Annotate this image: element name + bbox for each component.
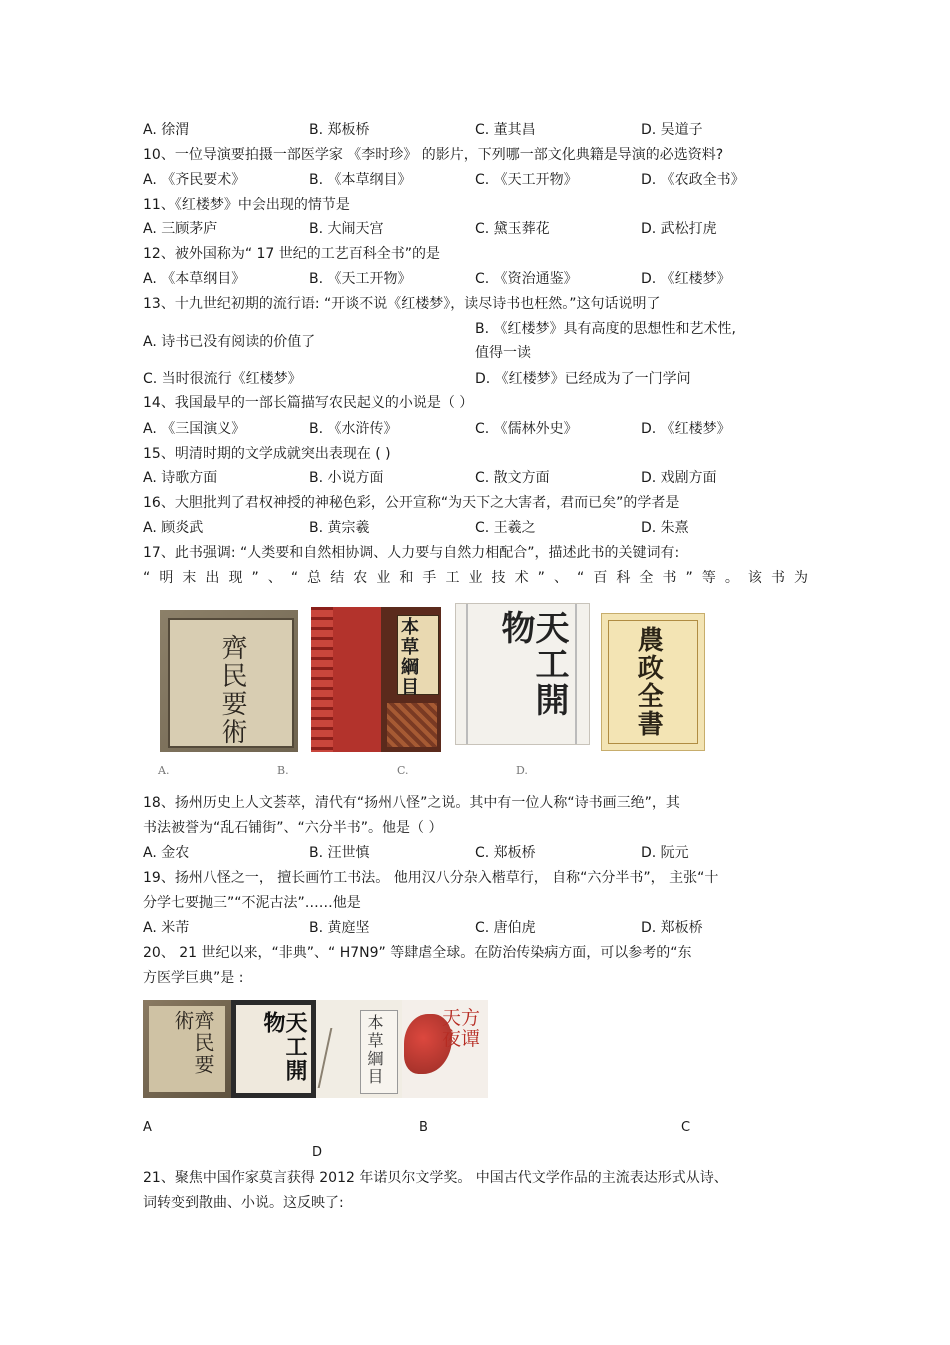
q19-option-c[interactable]: C. 唐伯虎 <box>475 920 536 936</box>
q20-image-d-title: 天方夜谭 <box>442 1007 481 1050</box>
q10-option-a[interactable]: A. 《齐民要术》 <box>143 172 246 188</box>
q9-option-b[interactable]: B. 郑板桥 <box>309 122 370 138</box>
q17-image-b-title: 本草綱目 <box>398 617 419 697</box>
q11-option-a[interactable]: A. 三顾茅庐 <box>143 221 218 237</box>
q20-image-c-title: 本草綱目 <box>365 1014 384 1086</box>
q17-image-c[interactable] <box>455 603 590 745</box>
q14-stem: 14、我国最早的一部长篇描写农民起义的小说是（ ） <box>143 395 474 411</box>
q20-label-a: A <box>143 1120 152 1135</box>
q20-line1: 20、 21 世纪以来，“非典”、“ H7N9” 等肆虐全球。在防治传染病方面，可以参考的“东 <box>143 945 692 961</box>
q17-image-a[interactable] <box>160 610 298 752</box>
q12-stem: 12、被外国称为“ 17 世纪的工艺百科全书”的是 <box>143 246 441 262</box>
q17-image-label-b: B. <box>277 764 289 777</box>
q19-line1: 19、扬州八怪之一， 擅长画竹工书法。 他用汉八分杂入楷草行， 自称“六分半书”， 主张“十 <box>143 870 719 886</box>
q12-option-d[interactable]: D. 《红楼梦》 <box>641 271 731 287</box>
q14-option-d[interactable]: D. 《红楼梦》 <box>641 421 731 437</box>
q16-option-d[interactable]: D. 朱熹 <box>641 520 689 536</box>
q10-stem: 10、一位导演要拍摄一部医学家 《李时珍》 的影片，下列哪一部文化典籍是导演的必选资料? <box>143 147 724 163</box>
q9-option-a[interactable]: A. 徐渭 <box>143 122 190 138</box>
q19-option-a[interactable]: A. 米芾 <box>143 920 190 936</box>
q13-option-b[interactable]: B. 《红楼梦》具有高度的思想性和艺术性, <box>475 321 736 337</box>
q20-image-a-title: 齊民要術 <box>171 1010 215 1076</box>
q13-option-c[interactable]: C. 当时很流行《红楼梦》 <box>143 371 302 387</box>
q18-option-c[interactable]: C. 郑板桥 <box>475 845 536 861</box>
q18-option-d[interactable]: D. 阮元 <box>641 845 689 861</box>
q13-option-d[interactable]: D. 《红楼梦》已经成为了一门学问 <box>475 371 691 387</box>
q12-option-c[interactable]: C. 《资治通鉴》 <box>475 271 578 287</box>
q10-option-c[interactable]: C. 《天工开物》 <box>475 172 578 188</box>
q20-image-d[interactable] <box>402 1000 488 1098</box>
q18-option-a[interactable]: A. 金农 <box>143 845 190 861</box>
q17-image-c-title: 天工開物 <box>495 610 569 718</box>
q14-option-b[interactable]: B. 《水浒传》 <box>309 421 398 437</box>
q11-option-c[interactable]: C. 黛玉葬花 <box>475 221 550 237</box>
q17-image-label-d: D. <box>516 764 528 777</box>
q19-option-b[interactable]: B. 黄庭坚 <box>309 920 370 936</box>
q17-image-a-title: 齊民要術 <box>217 634 247 746</box>
q16-stem: 16、大胆批判了君权神授的神秘色彩，公开宣称“为天下之大害者，君而已矣”的学者是 <box>143 495 680 511</box>
q18-option-b[interactable]: B. 汪世慎 <box>309 845 370 861</box>
q20-image-b-title: 天工開物 <box>260 1011 308 1083</box>
q15-option-c[interactable]: C. 散文方面 <box>475 470 550 486</box>
q17-image-label-c: C. <box>397 764 409 777</box>
q15-stem: 15、明清时期的文学成就突出表现在 ( ) <box>143 446 391 462</box>
q20-label-c: C <box>681 1120 691 1135</box>
q21-line2: 词转变到散曲、小说。这反映了: <box>143 1195 344 1211</box>
q10-option-b[interactable]: B. 《本草纲目》 <box>309 172 412 188</box>
q14-option-a[interactable]: A. 《三国演义》 <box>143 421 246 437</box>
q10-option-d[interactable]: D. 《农政全书》 <box>641 172 745 188</box>
q17-image-d-title: 農政全書 <box>633 626 664 738</box>
q17-stem: 17、此书强调: “人类要和自然相协调、人力要与自然力相配合”，描述此书的关键词有: <box>143 545 680 561</box>
q13-option-a[interactable]: A. 诗书已没有阅读的价值了 <box>143 334 316 350</box>
q20-image-b[interactable] <box>231 1000 316 1098</box>
q19-option-d[interactable]: D. 郑板桥 <box>641 920 703 936</box>
q20-line2: 方医学巨典”是 : <box>143 970 244 986</box>
q12-option-a[interactable]: A. 《本草纲目》 <box>143 271 246 287</box>
q21-line1: 21、聚焦中国作家莫言获得 2012 年诺贝尔文学奖。 中国古代文学作品的主流表达形式从诗、 <box>143 1170 728 1186</box>
q18-line2: 书法被誉为“乱石铺街”、“六分半书”。他是（ ） <box>143 820 443 836</box>
q14-option-c[interactable]: C. 《儒林外史》 <box>475 421 578 437</box>
q17-image-d[interactable] <box>601 613 705 751</box>
q16-option-b[interactable]: B. 黄宗羲 <box>309 520 370 536</box>
q17-image-b[interactable] <box>311 607 441 752</box>
q11-option-b[interactable]: B. 大闹天宫 <box>309 221 384 237</box>
q20-image-a[interactable] <box>143 1000 231 1098</box>
q17-image-label-a: A. <box>158 764 170 777</box>
q17-keywords-line: “ 明 末 出 现 ” 、 “ 总 结 农 业 和 手 工 业 技 术 ” 、 “ 百 科 全 书 ” 等 。 该 书 为 <box>143 570 808 586</box>
q16-option-c[interactable]: C. 王羲之 <box>475 520 536 536</box>
q15-option-d[interactable]: D. 戏剧方面 <box>641 470 717 486</box>
q11-option-d[interactable]: D. 武松打虎 <box>641 221 717 237</box>
q15-option-a[interactable]: A. 诗歌方面 <box>143 470 218 486</box>
q9-option-c[interactable]: C. 董其昌 <box>475 122 536 138</box>
q9-option-d[interactable]: D. 吴道子 <box>641 122 703 138</box>
q20-label-d: D <box>312 1145 323 1160</box>
q20-label-b: B <box>419 1120 428 1135</box>
q18-line1: 18、扬州历史上人文荟萃，清代有“扬州八怪”之说。其中有一位人称“诗书画三绝”，其 <box>143 795 680 811</box>
q11-stem: 11、《红楼梦》中会出现的情节是 <box>143 197 350 213</box>
q20-image-c[interactable] <box>316 1000 402 1098</box>
q16-option-a[interactable]: A. 顾炎武 <box>143 520 204 536</box>
q15-option-b[interactable]: B. 小说方面 <box>309 470 384 486</box>
q19-line2: 分学七要抛三”“不泥古法”……他是 <box>143 895 361 911</box>
q12-option-b[interactable]: B. 《天工开物》 <box>309 271 412 287</box>
q13-stem: 13、十九世纪初期的流行语: “开谈不说《红楼梦》，读尽诗书也枉然。”这句话说明了 <box>143 296 661 312</box>
q13-option-b-cont: 值得一读 <box>475 345 531 361</box>
